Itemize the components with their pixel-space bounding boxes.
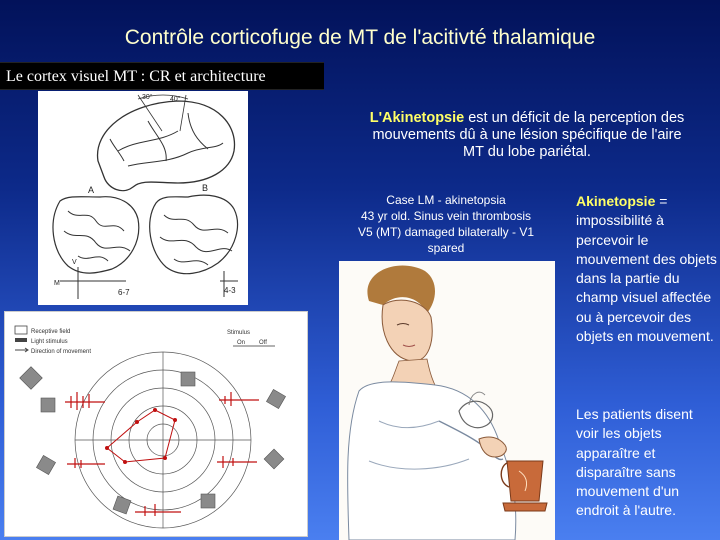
definition-text: = impossibilité à percevoir le mouvement des objets dans la partie du champ visuel affectée ou à percevoir des objets en mouvement.: [576, 193, 717, 345]
stimulus-off: Off: [259, 340, 267, 346]
brain-figure: [38, 91, 248, 305]
legend-light-stimulus: Light stimulus: [31, 339, 68, 345]
caption-line-4: spared: [427, 241, 465, 255]
patient-drawing: [339, 261, 555, 540]
receptive-field-drawing: [5, 312, 307, 536]
slide-title: Contrôle corticofuge de MT de l'acitivté thalamique: [124, 26, 596, 49]
stimulus-label: Stimulus: [227, 330, 251, 336]
intro-keyword: L'Akinetopsie: [369, 110, 465, 126]
brain-label-m: M: [54, 280, 60, 287]
brain-drawing: [38, 91, 248, 305]
legend-receptive-field: Receptive field: [31, 329, 71, 335]
brain-label-43: 4-3: [224, 286, 236, 295]
brain-label-67: 6-7: [118, 288, 130, 297]
brain-label-v: V: [72, 259, 77, 266]
caption-line-2: 43 yr old. Sinus vein thrombosis: [360, 209, 532, 223]
definition-keyword: Akinetopsie: [576, 193, 656, 209]
intro-text: est un déficit de la perception des mouvements dû à une lésion spécifique de l'aire MT du lobe pariétal.: [372, 110, 685, 160]
brain-label-40: 40°: [170, 96, 181, 103]
legend-direction: Direction of movement: [31, 349, 92, 355]
receptive-field-figure: [4, 311, 308, 537]
patient-illustration: [339, 261, 555, 540]
stimulus-on: On: [237, 340, 246, 346]
akinetopsia-definition: [576, 192, 718, 346]
caption-line-3: V5 (MT) damaged bilaterally - V1: [357, 225, 535, 239]
brain-label-30: 30°: [142, 94, 153, 101]
case-caption: [338, 192, 554, 256]
caption-line-1: Case LM - akinetopsia: [386, 193, 506, 207]
subtitle-bar: [0, 62, 324, 90]
slide-subtitle: Le cortex visuel MT : CR et architecture: [6, 68, 266, 85]
brain-label-b: B: [202, 183, 209, 193]
patients-description: Les patients disent voir les objets apparaître et disparaître sans mouvement d'un endroit à l'autre.: [576, 406, 693, 519]
akinetopsia-intro: [362, 110, 692, 161]
brain-label-a: A: [88, 185, 95, 195]
